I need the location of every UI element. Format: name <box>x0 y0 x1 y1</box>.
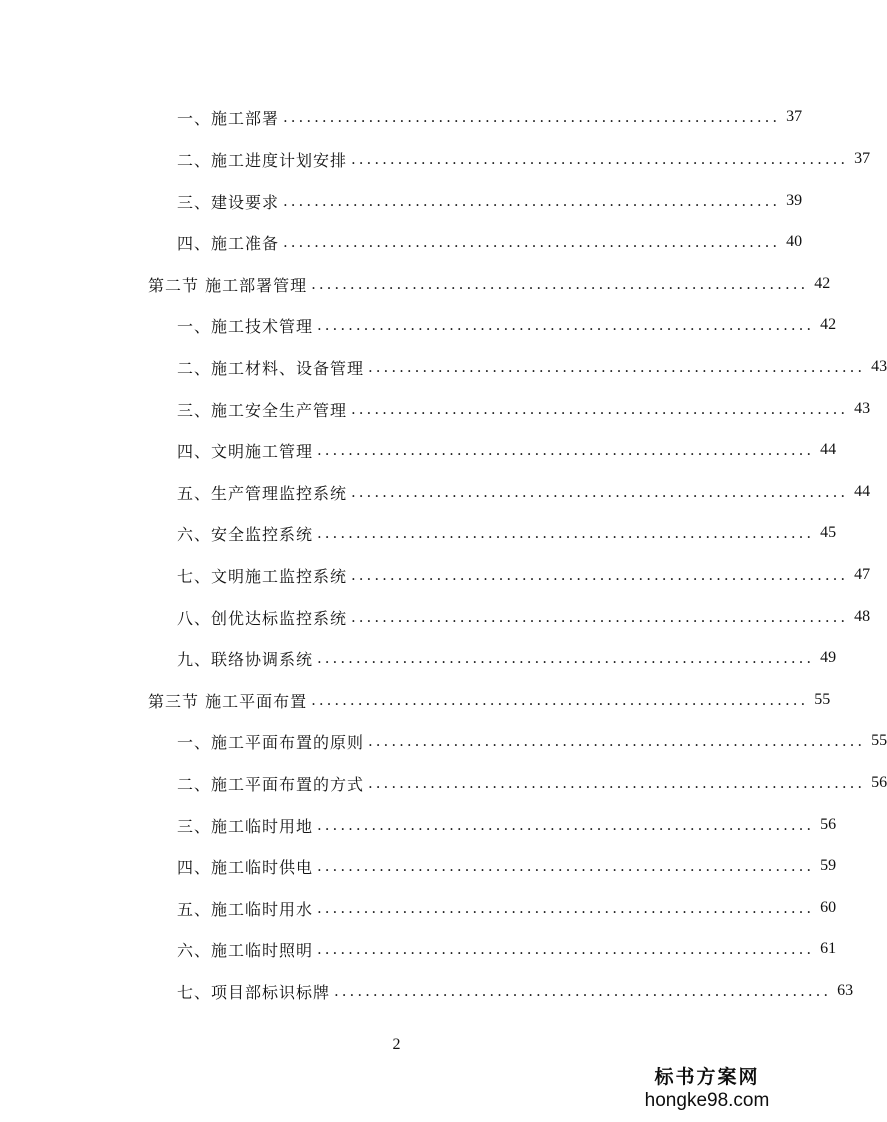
watermark-url: hongke98.com <box>644 1090 770 1111</box>
toc-entry-page: 40 <box>786 233 803 250</box>
dot-leader: ................................................................ <box>317 940 815 958</box>
dot-leader: ................................................................ <box>334 982 832 1000</box>
dot-leader: ................................................................ <box>317 857 815 875</box>
toc-entry-label: 三、施工安全生产管理 <box>177 400 348 420</box>
toc-entry-page: 37 <box>786 108 803 125</box>
toc-entry-page: 39 <box>786 192 803 209</box>
toc-entry-label: 一、施工技术管理 <box>177 316 314 336</box>
toc-entry-label: 二、施工平面布置的方式 <box>177 774 365 794</box>
toc-entry-label: 四、施工临时供电 <box>177 857 314 877</box>
toc-entry[interactable] <box>177 646 837 670</box>
toc-entry-page: 59 <box>820 857 837 874</box>
toc-entry-page: 61 <box>820 940 837 957</box>
toc-entry-page: 44 <box>820 441 837 458</box>
dot-leader: ................................................................ <box>351 566 849 584</box>
toc-entry-page: 49 <box>820 649 837 666</box>
dot-leader: ................................................................ <box>351 483 849 501</box>
dot-leader: ................................................................ <box>311 691 809 709</box>
toc-entry-page: 56 <box>820 816 837 833</box>
toc-entry[interactable] <box>177 854 837 878</box>
dot-leader: ................................................................ <box>351 400 849 418</box>
page-number: 2 <box>392 1036 401 1053</box>
toc-entry-page: 55 <box>871 732 887 749</box>
dot-leader: ................................................................ <box>317 816 815 834</box>
toc-entry-label: 五、施工临时用水 <box>177 899 314 919</box>
site-watermark <box>637 1066 777 1112</box>
toc-entry-label: 一、施工平面布置的原则 <box>177 732 365 752</box>
toc-entry[interactable] <box>177 896 837 920</box>
toc-entry-page: 56 <box>871 774 887 791</box>
dot-leader: ................................................................ <box>317 524 815 542</box>
dot-leader: ................................................................ <box>317 649 815 667</box>
dot-leader: ................................................................ <box>283 192 781 210</box>
toc-entry-page: 43 <box>854 400 871 417</box>
toc-entry[interactable] <box>177 771 887 795</box>
dot-leader: ................................................................ <box>368 774 866 792</box>
toc-entry-label: 五、生产管理监控系统 <box>177 483 348 503</box>
toc-entry[interactable] <box>177 355 887 379</box>
toc-entry[interactable] <box>177 979 854 1003</box>
toc-entry-label: 二、施工进度计划安排 <box>177 150 348 170</box>
toc-entry-page: 44 <box>854 483 871 500</box>
toc-entry-label: 一、施工部署 <box>177 108 280 128</box>
dot-leader: ................................................................ <box>317 316 815 334</box>
dot-leader: ................................................................ <box>351 608 849 626</box>
toc-entry[interactable] <box>177 438 837 462</box>
toc-entry-page: 60 <box>820 899 837 916</box>
toc-entry-label: 九、联络协调系统 <box>177 649 314 669</box>
toc-entry-label: 八、创优达标监控系统 <box>177 608 348 628</box>
toc-entry-label: 四、施工准备 <box>177 233 280 253</box>
toc-entry-page: 42 <box>820 316 837 333</box>
dot-leader: ................................................................ <box>311 275 809 293</box>
toc-section-entry[interactable] <box>148 272 831 296</box>
toc-entry[interactable] <box>177 105 803 129</box>
toc-entry[interactable] <box>177 813 837 837</box>
dot-leader: ................................................................ <box>317 441 815 459</box>
dot-leader: ................................................................ <box>351 150 849 168</box>
toc-entry[interactable] <box>177 189 803 213</box>
dot-leader: ................................................................ <box>317 899 815 917</box>
toc-entry[interactable] <box>177 147 871 171</box>
toc-entry-page: 45 <box>820 524 837 541</box>
toc-entry-label: 第二节 施工部署管理 <box>148 275 308 295</box>
toc-entry-label: 七、项目部标识标牌 <box>177 982 331 1002</box>
toc-entry-label: 七、文明施工监控系统 <box>177 566 348 586</box>
toc-entry-page: 48 <box>854 608 871 625</box>
toc-entry-page: 42 <box>814 275 831 292</box>
toc-entry-page: 63 <box>837 982 854 999</box>
toc-entry[interactable] <box>177 605 871 629</box>
dot-leader: ................................................................ <box>368 358 866 376</box>
watermark-name: 标书方案网 <box>654 1067 760 1088</box>
toc-entry-page: 55 <box>814 691 831 708</box>
toc-entry[interactable] <box>177 729 887 753</box>
toc-entry[interactable] <box>177 521 837 545</box>
toc-entry-label: 三、施工临时用地 <box>177 816 314 836</box>
toc-entry-page: 43 <box>871 358 887 375</box>
dot-leader: ................................................................ <box>368 732 866 750</box>
toc-section-entry[interactable] <box>148 688 831 712</box>
toc-entry-label: 三、建设要求 <box>177 192 280 212</box>
toc-entry-label: 六、施工临时照明 <box>177 940 314 960</box>
toc-entry-label: 六、安全监控系统 <box>177 524 314 544</box>
toc-entry[interactable] <box>177 563 871 587</box>
toc-entry-page: 37 <box>854 150 871 167</box>
dot-leader: ................................................................ <box>283 233 781 251</box>
toc-entry[interactable] <box>177 230 803 254</box>
toc-entry-label: 四、文明施工管理 <box>177 441 314 461</box>
toc-entry-label: 二、施工材料、设备管理 <box>177 358 365 378</box>
toc-entry[interactable] <box>177 313 837 337</box>
toc-entry[interactable] <box>177 397 871 421</box>
dot-leader: ................................................................ <box>283 108 781 126</box>
toc-entry[interactable] <box>177 937 837 961</box>
toc-entry[interactable] <box>177 480 871 504</box>
toc-entry-page: 47 <box>854 566 871 583</box>
toc-entry-label: 第三节 施工平面布置 <box>148 691 308 711</box>
